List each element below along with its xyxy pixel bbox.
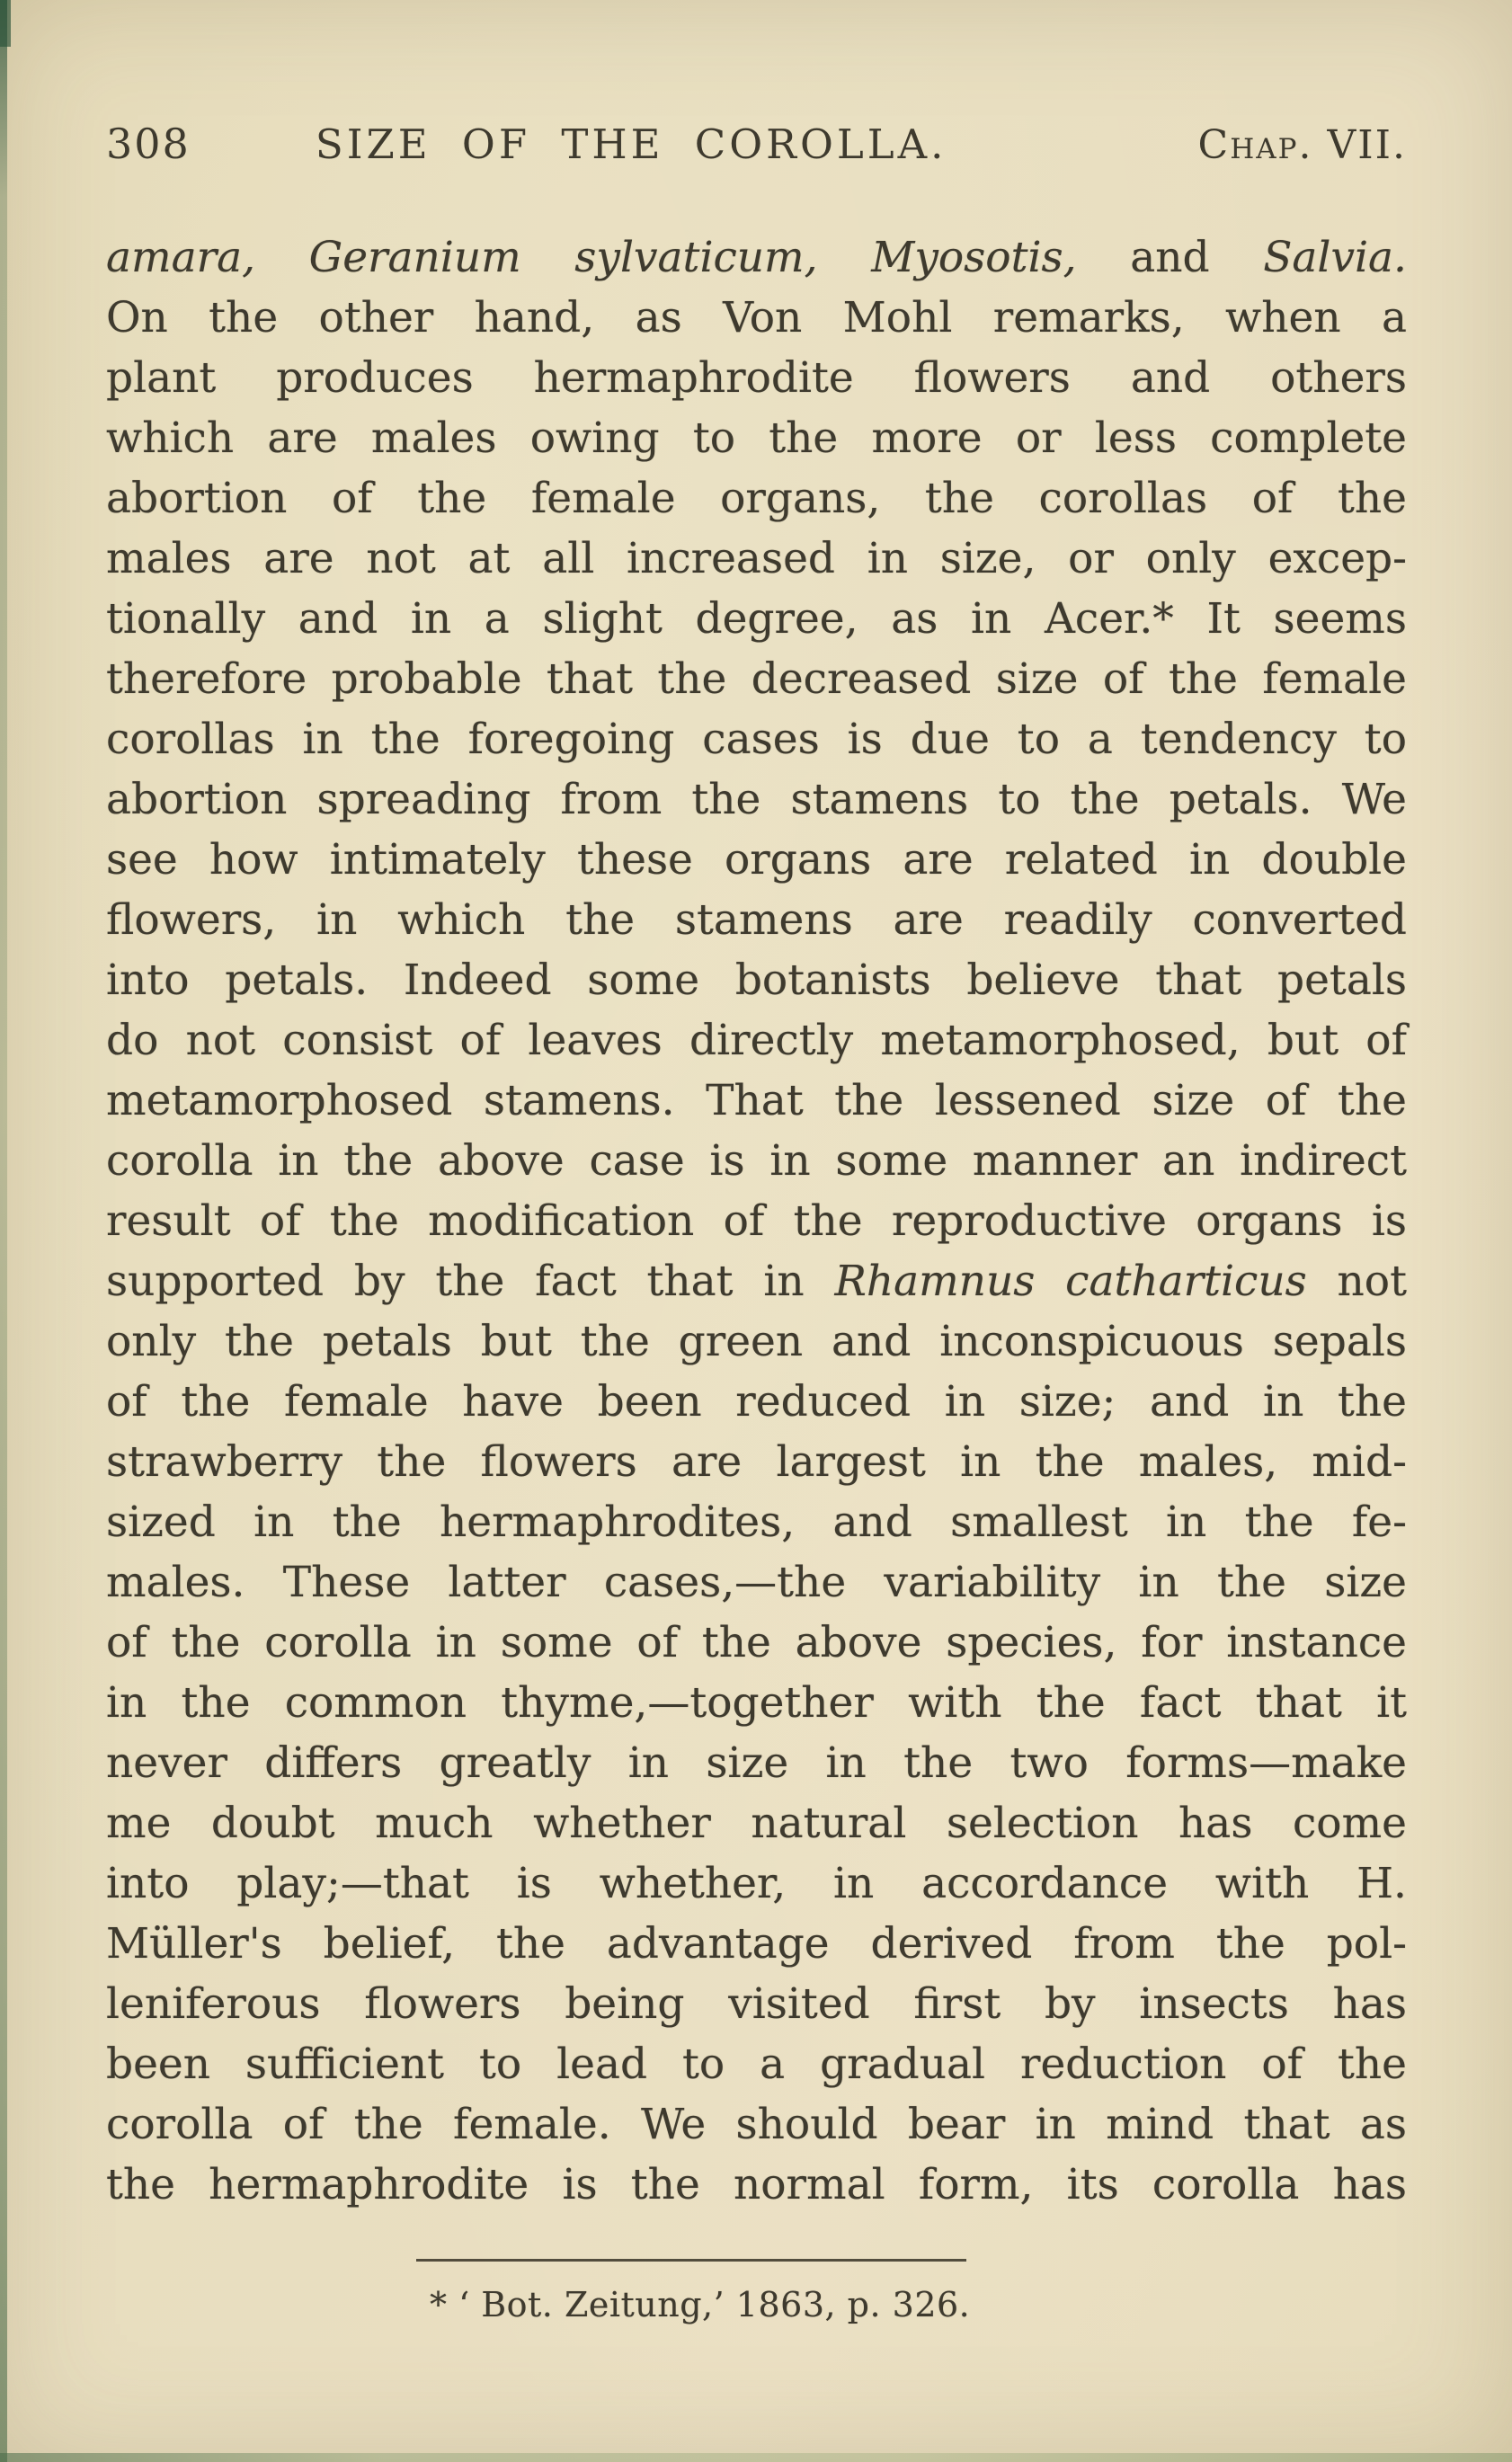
text-line: abortion spreading from the stamens to the petals. We [106, 775, 1407, 824]
text-line: flowers, in which the stamens are readily converted [106, 895, 1407, 945]
text-line: only the petals but the green and inconspicuous sepals [106, 1317, 1407, 1366]
text-line: metamorphosed stamens. That the lessened size of the [106, 1076, 1407, 1125]
text-line: corolla in the above case is in some manner an indirect [106, 1136, 1407, 1186]
text-line: of the corolla in some of the above species, for instance [106, 1618, 1407, 1667]
text-line: see how intimately these organs are related in double [106, 835, 1407, 884]
text-line: abortion of the female organs, the corollas of the [106, 474, 1407, 523]
text-line: corollas in the foregoing cases is due to a tendency to [106, 715, 1407, 764]
scan-edge-corner-mark [0, 0, 11, 47]
text-line: do not consist of leaves directly metamorphosed, but of [106, 1016, 1407, 1065]
text-line: of the female have been reduced in size; and in the [106, 1377, 1407, 1427]
text-line: into petals. Indeed some botanists believe that petals [106, 955, 1407, 1005]
text-line: which are males owing to the more or less complete [106, 413, 1407, 463]
running-header [106, 120, 1407, 166]
text-line: been sufficient to lead to a gradual reduction of the [106, 2040, 1407, 2089]
page-number: 308 [106, 120, 191, 168]
text-line: into play;—that is whether, in accordance with H. [106, 1859, 1407, 1908]
scan-edge-left [0, 0, 7, 2462]
footnote: * ‘ Bot. Zeitung,’ 1863, p. 326. [430, 2285, 971, 2324]
page-content [106, 0, 1407, 2324]
text-line: Müller's belief, the advantage derived from the pol- [106, 1919, 1407, 1969]
text-line: males are not at all increased in size, or only excep- [106, 534, 1407, 583]
body-text [106, 227, 1407, 2215]
text-line: On the other hand, as Von Mohl remarks, when a [106, 293, 1407, 342]
text-line: amara, Geranium sylvaticum, Myosotis, and Salvia. [106, 233, 1407, 282]
text-line: corolla of the female. We should bear in mind that as [106, 2100, 1407, 2149]
text-line: leniferous flowers being visited first by insects has [106, 1979, 1407, 2029]
text-line: therefore probable that the decreased size of the female [106, 654, 1407, 704]
text-line: tionally and in a slight degree, as in Acer.* It seems [106, 594, 1407, 644]
running-title: SIZE OF THE COROLLA. [315, 120, 947, 168]
text-line: me doubt much whether natural selection has come [106, 1799, 1407, 1848]
text-line: supported by the fact that in Rhamnus catharticus not [106, 1257, 1407, 1306]
text-line: result of the modification of the reproductive organs is [106, 1196, 1407, 1246]
text-line: never differs greatly in size in the two forms—make [106, 1738, 1407, 1788]
footnote-separator-rule [416, 2259, 966, 2262]
text-line: the hermaphrodite is the normal form, its corolla has [106, 2160, 1407, 2209]
text-line: in the common thyme,—together with the fact that it [106, 1678, 1407, 1728]
scan-edge-bottom [0, 2453, 1512, 2462]
text-line: plant produces hermaphrodite flowers and others [106, 353, 1407, 403]
text-line: males. These latter cases,—the variability in the size [106, 1558, 1407, 1607]
text-line: sized in the hermaphrodites, and smallest in the fe- [106, 1498, 1407, 1547]
chapter-label: Chap. VII. [1197, 122, 1407, 168]
text-line: strawberry the flowers are largest in the males, mid- [106, 1437, 1407, 1487]
